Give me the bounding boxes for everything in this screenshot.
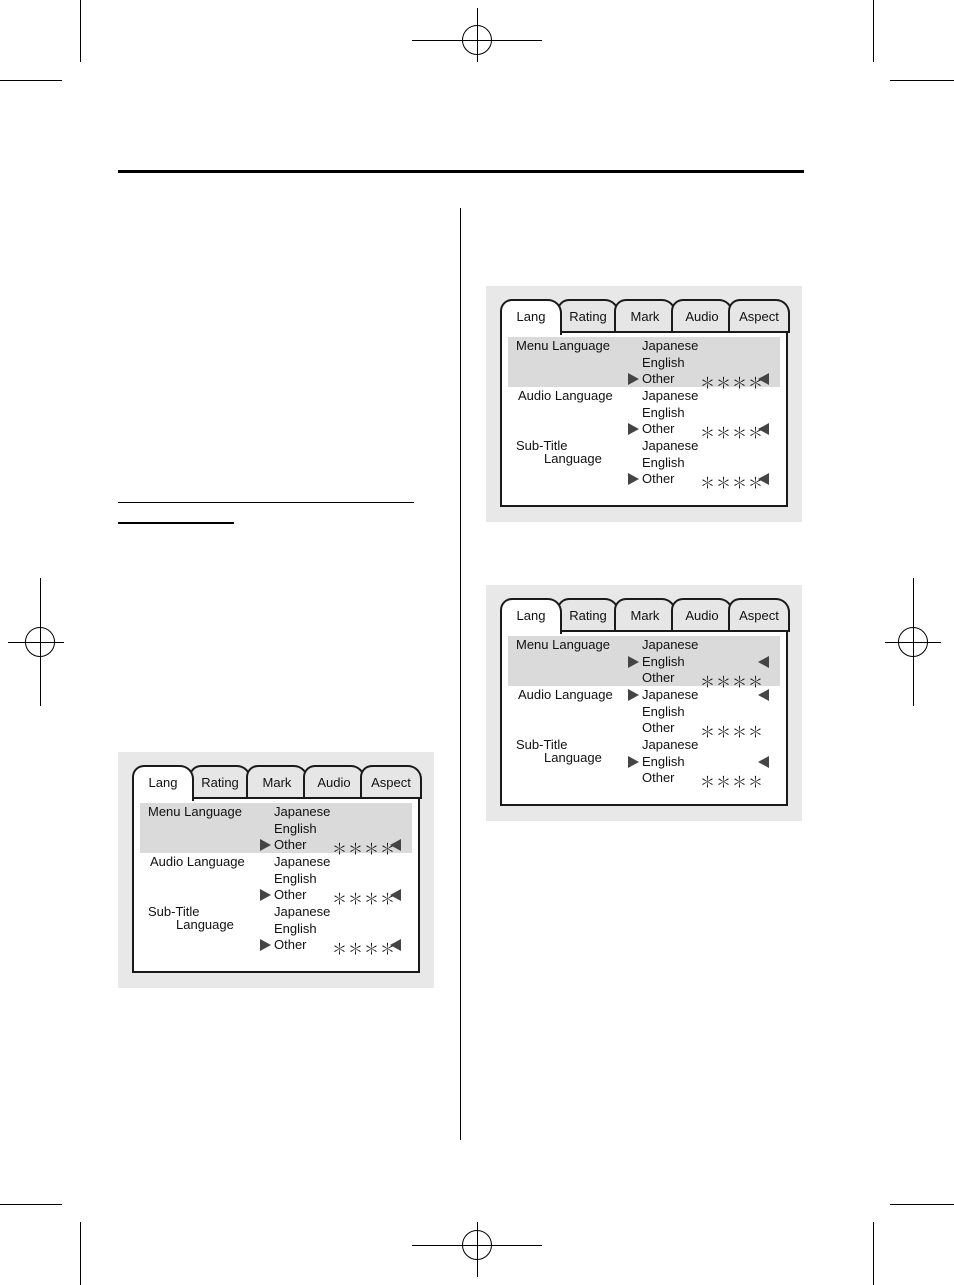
option-japanese[interactable]: Japanese (642, 687, 699, 702)
selection-arrow-icon (260, 839, 271, 851)
language-code-stars: ＊＊＊＊ (332, 840, 397, 858)
group-label-line2: Language (544, 451, 602, 466)
option-japanese[interactable]: Japanese (274, 854, 331, 869)
tab-audio[interactable]: Audio (671, 598, 733, 632)
crop-mark-top-right-h (890, 80, 954, 81)
option-english[interactable]: English (642, 653, 685, 669)
group-label: Audio Language (518, 388, 613, 403)
option-other[interactable]: Other (642, 670, 675, 685)
option-english[interactable]: English (642, 753, 685, 769)
option-japanese[interactable]: Japanese (642, 737, 699, 752)
option-other[interactable]: Other (642, 770, 675, 785)
cursor-arrow-icon (758, 689, 769, 701)
option-japanese[interactable]: Japanese (642, 438, 699, 453)
crop-mark-bottom-left-v (80, 1222, 81, 1285)
selection-arrow-icon (628, 689, 639, 701)
section-rule (118, 502, 414, 503)
tab-rating[interactable]: Rating (189, 765, 251, 799)
selection-arrow-icon (628, 473, 639, 485)
option-other[interactable]: Other (274, 937, 307, 952)
language-code-stars: ＊＊＊＊ (700, 424, 765, 442)
option-english[interactable]: English (642, 354, 685, 370)
language-code-stars: ＊＊＊＊ (700, 474, 765, 492)
option-other[interactable]: Other (274, 837, 307, 852)
option-japanese[interactable]: Japanese (274, 904, 331, 919)
group-label: Menu Language (516, 637, 610, 652)
group-label-line2: Language (176, 917, 234, 932)
tab-mark[interactable]: Mark (614, 299, 676, 333)
group-label-line1: Sub-Title (516, 737, 568, 752)
option-english[interactable]: English (274, 870, 317, 886)
selection-arrow-icon (628, 656, 639, 668)
tab-lang[interactable]: Lang (500, 299, 562, 335)
crop-mark-top-right-v (873, 0, 874, 62)
language-settings-box (500, 331, 788, 507)
tab-bar (500, 299, 788, 333)
selection-arrow-icon (628, 373, 639, 385)
language-settings-box (500, 630, 788, 806)
header-rule (118, 170, 804, 173)
language-code-stars: ＊＊＊＊ (700, 723, 765, 741)
option-english[interactable]: English (274, 820, 317, 836)
group-label-line1: Sub-Title (148, 904, 200, 919)
language-code-stars: ＊＊＊＊ (700, 773, 765, 791)
crop-mark-top-left-h (0, 80, 62, 81)
option-japanese[interactable]: Japanese (642, 388, 699, 403)
selection-arrow-icon (260, 939, 271, 951)
language-settings-box (132, 797, 420, 973)
option-english[interactable]: English (642, 454, 685, 470)
crop-mark-bottom-right-v (873, 1222, 874, 1285)
tab-lang[interactable]: Lang (132, 765, 194, 801)
tab-audio[interactable]: Audio (671, 299, 733, 333)
selection-arrow-icon (628, 756, 639, 768)
tab-mark[interactable]: Mark (246, 765, 308, 799)
cursor-arrow-icon (758, 656, 769, 668)
group-label: Audio Language (518, 687, 613, 702)
tab-audio[interactable]: Audio (303, 765, 365, 799)
settings-panel-1 (118, 752, 434, 988)
option-other[interactable]: Other (274, 887, 307, 902)
selection-arrow-icon (628, 423, 639, 435)
crop-mark-bottom-left-h (0, 1204, 62, 1205)
language-code-stars: ＊＊＊＊ (700, 374, 765, 392)
group-label-line1: Sub-Title (516, 438, 568, 453)
tab-bar (500, 598, 788, 632)
tab-bar (132, 765, 420, 799)
group-label: Audio Language (150, 854, 245, 869)
option-english[interactable]: English (274, 920, 317, 936)
tab-mark[interactable]: Mark (614, 598, 676, 632)
group-label-line2: Language (544, 750, 602, 765)
crop-mark-top-left-v (80, 0, 81, 62)
tab-lang[interactable]: Lang (500, 598, 562, 634)
option-english[interactable]: English (642, 703, 685, 719)
tab-rating[interactable]: Rating (557, 598, 619, 632)
section-underline (118, 522, 234, 524)
column-divider (460, 208, 461, 1140)
option-japanese[interactable]: Japanese (274, 804, 331, 819)
tab-rating[interactable]: Rating (557, 299, 619, 333)
language-code-stars: ＊＊＊＊ (332, 940, 397, 958)
group-label: Menu Language (516, 338, 610, 353)
group-label: Menu Language (148, 804, 242, 819)
settings-panel-2 (486, 286, 802, 522)
tab-aspect[interactable]: Aspect (728, 299, 790, 333)
option-japanese[interactable]: Japanese (642, 338, 699, 353)
option-english[interactable]: English (642, 404, 685, 420)
option-other[interactable]: Other (642, 421, 675, 436)
tab-aspect[interactable]: Aspect (360, 765, 422, 799)
language-code-stars: ＊＊＊＊ (332, 890, 397, 908)
cursor-arrow-icon (758, 756, 769, 768)
option-other[interactable]: Other (642, 720, 675, 735)
selection-arrow-icon (260, 889, 271, 901)
option-other[interactable]: Other (642, 471, 675, 486)
option-japanese[interactable]: Japanese (642, 637, 699, 652)
tab-aspect[interactable]: Aspect (728, 598, 790, 632)
settings-panel-3 (486, 585, 802, 821)
crop-mark-bottom-right-h (890, 1204, 954, 1205)
option-other[interactable]: Other (642, 371, 675, 386)
language-code-stars: ＊＊＊＊ (700, 673, 765, 691)
